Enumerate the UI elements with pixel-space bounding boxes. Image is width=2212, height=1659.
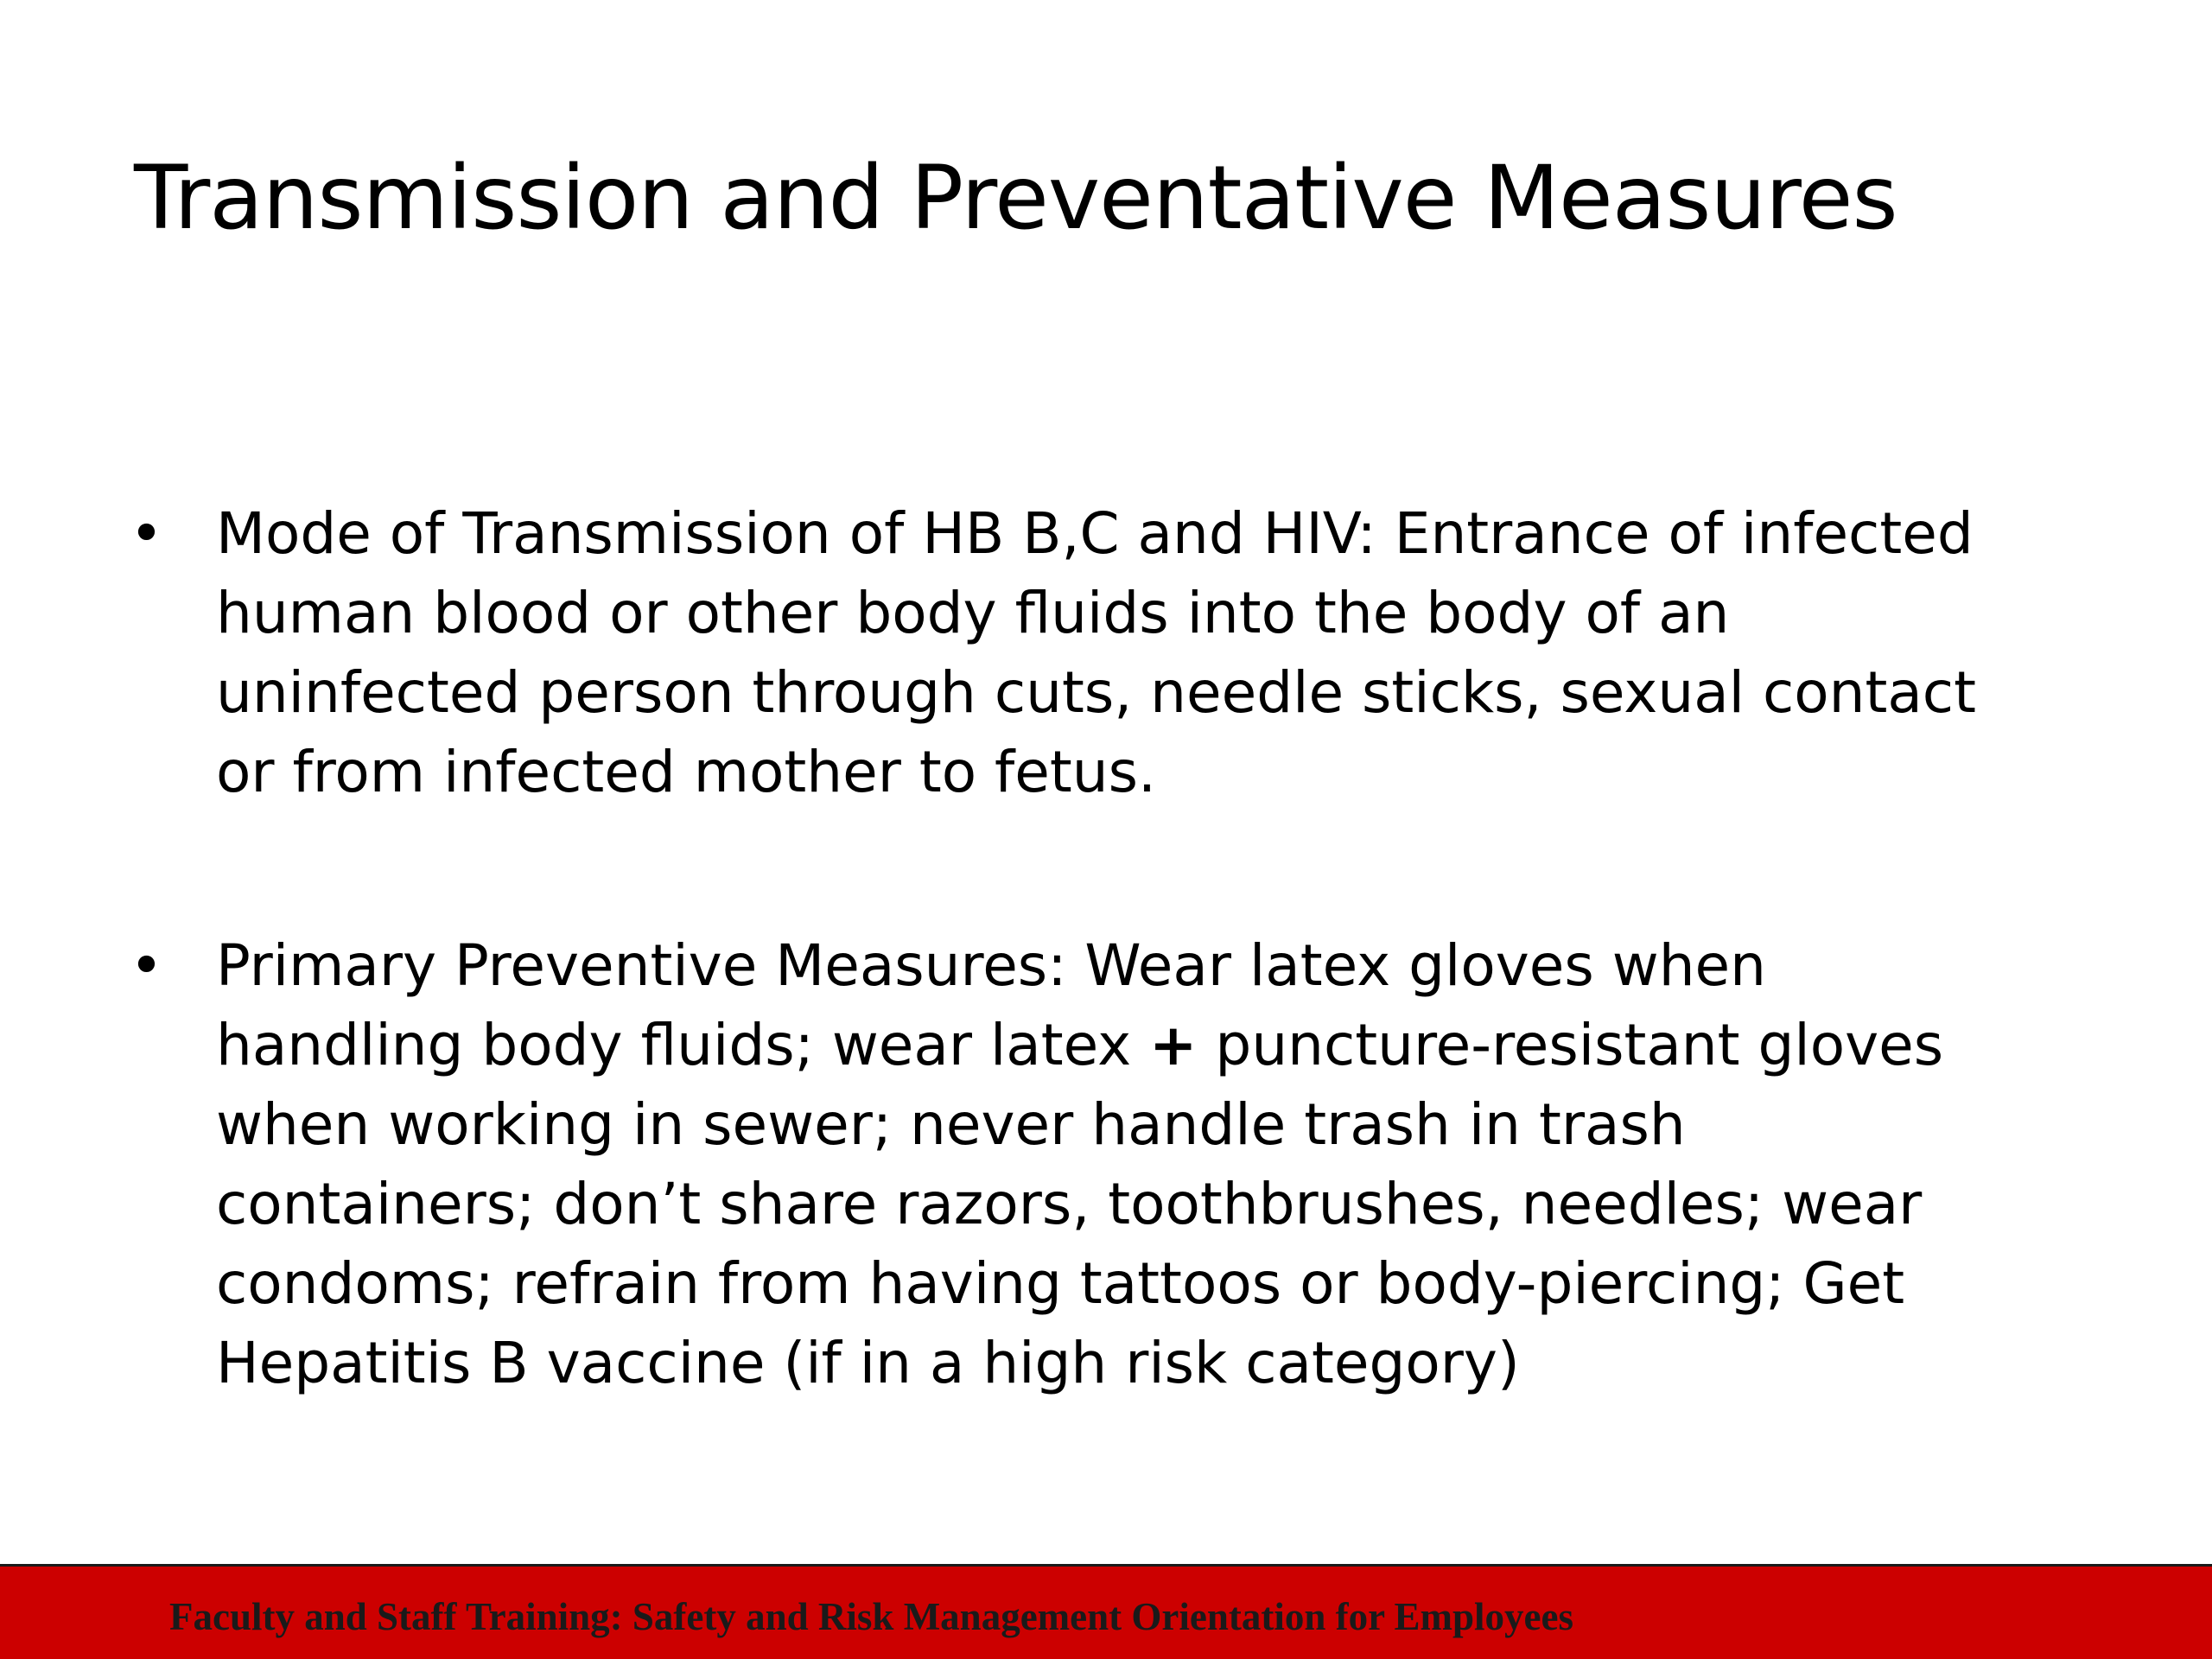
bullet-item-transmission: [130, 494, 2117, 812]
bullet-line: Mode of Transmission of HB B,C and HIV: Entrance of infected: [216, 500, 1974, 567]
footer-text: Faculty and Staff Training: Safety and Risk Management Orientation for Employees: [169, 1595, 1574, 1638]
bullet-line-part: handling body fluids; wear latex: [216, 1012, 1132, 1078]
bullet-line: when working in sewer; never handle trash in trash: [216, 1091, 1686, 1158]
bullet-dot-icon: •: [130, 500, 163, 567]
plus-symbol: +: [1149, 1012, 1198, 1078]
bullet-line: Primary Preventive Measures: Wear latex gloves when: [216, 932, 1766, 999]
bullet-line: or from infected mother to fetus.: [216, 739, 1156, 805]
slide-title: Transmission and Preventative Measures: [134, 147, 1897, 250]
bullet-dot-icon: •: [130, 932, 163, 999]
bullet-line: human blood or other body fluids into the body of an: [216, 580, 1730, 646]
bullet-list: [130, 494, 2117, 1403]
bullet-text: [216, 926, 2117, 1403]
bullet-item-prevention: [130, 926, 2117, 1403]
bullet-text: [216, 494, 2117, 812]
bullet-line-with-plus: [216, 1006, 2117, 1085]
bullet-line: condoms; refrain from having tattoos or body-piercing; Get: [216, 1250, 1905, 1317]
footer-bar: [0, 1564, 2212, 1659]
bullet-line: Hepatitis B vaccine (if in a high risk category): [216, 1330, 1520, 1396]
bullet-line-part: puncture-resistant gloves: [1215, 1012, 1944, 1078]
bullet-line: uninfected person through cuts, needle sticks, sexual contact: [216, 659, 1976, 726]
bullet-line: containers; don’t share razors, toothbrushes, needles; wear: [216, 1171, 1923, 1237]
